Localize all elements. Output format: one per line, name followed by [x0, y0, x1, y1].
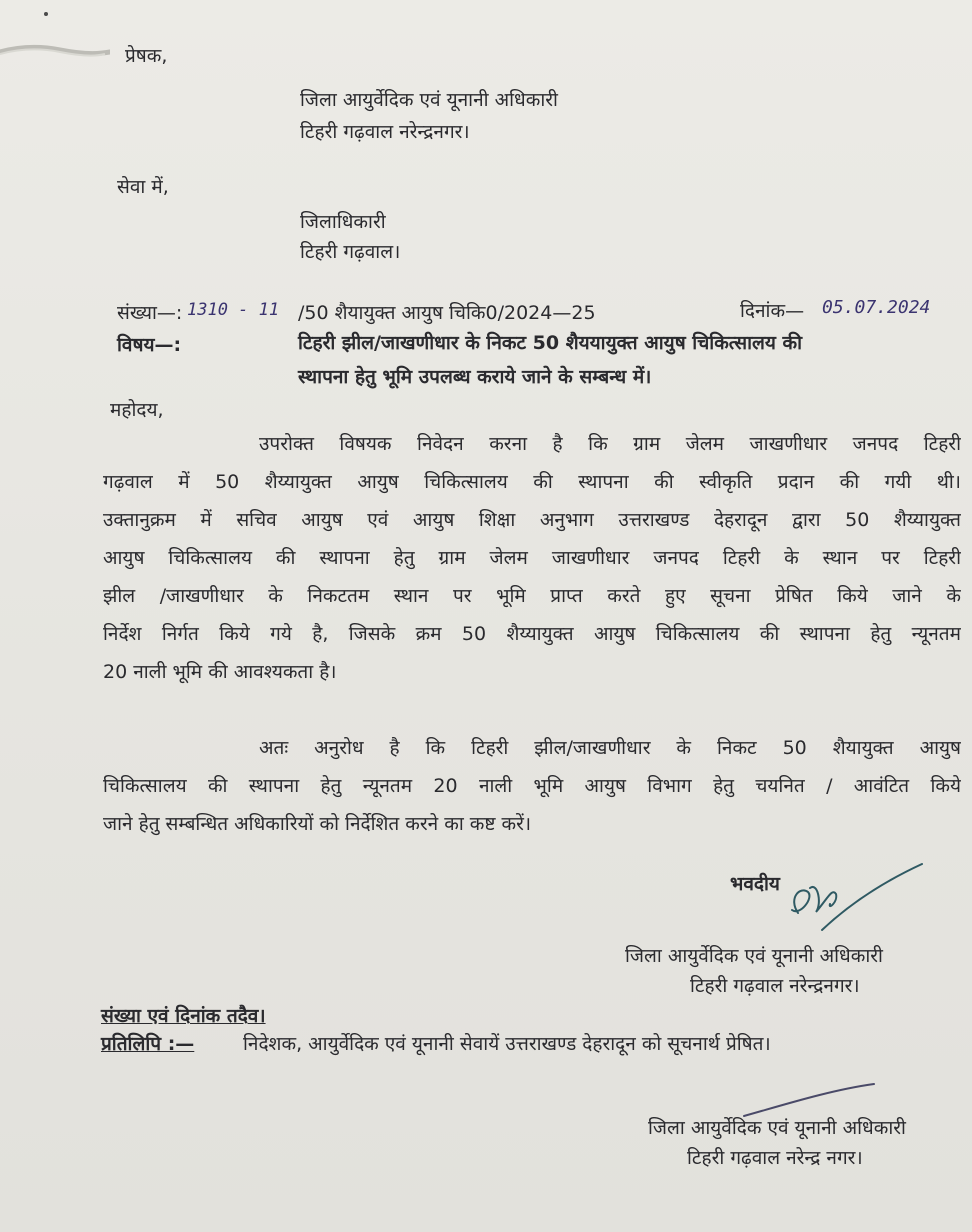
paragraph-2-line: जाने हेतु सम्बन्धित अधिकारियों को निर्देशित करने का कष्ट करें। [103, 813, 532, 835]
paragraph-1-line: 20 नाली भूमि की आवश्यकता है। [103, 661, 337, 683]
signatory-location: टिहरी गढ़वाल नरेन्द्रनगर। [690, 975, 860, 997]
body-paragraph-1 [103, 425, 961, 691]
sender-location: टिहरी गढ़वाल नरेन्द्रनगर। [300, 121, 470, 143]
paragraph-2-line: चिकित्सालय की स्थापना हेतु न्यूनतम 20 नाली भूमि आयुष विभाग हेतु चयनित / आवंटित किये [103, 775, 961, 797]
reference-number-suffix: /50 शैयायुक्त आयुष चिकि0/2024—25 [298, 302, 596, 324]
paragraph-1-line: निर्देश निर्गत किये गये है, जिसके क्रम 50 शैय्यायुक्त आयुष चिकित्सालय की स्थापना हेतु न्यूनतम [103, 623, 961, 645]
sender-designation: जिला आयुर्वेदिक एवं यूनानी अधिकारी [300, 89, 558, 111]
recipient-designation: जिलाधिकारी [300, 211, 386, 233]
paper-thread [0, 40, 110, 62]
copy-text: निदेशक, आयुर्वेदिक एवं यूनानी सेवायें उत्तराखण्ड देहरादून को सूचनार्थ प्रेषित। [243, 1033, 771, 1055]
date-handwritten: 05.07.2024 [822, 297, 931, 318]
paragraph-2-line: अतः अनुरोध है कि टिहरी झील/जाखणीधार के निकट 50 शैयायुक्त आयुष [259, 737, 961, 759]
copy-number-date: संख्या एवं दिनांक तदैव। [101, 1005, 266, 1027]
signatory-designation: जिला आयुर्वेदिक एवं यूनानी अधिकारी [625, 945, 883, 967]
officer-signature [770, 858, 930, 938]
recipient-location: टिहरी गढ़वाल। [300, 241, 401, 263]
subject-label: विषय—: [117, 334, 182, 356]
paragraph-1-line: झील /जाखणीधार के निकटतम स्थान पर भूमि प्राप्त करते हुए सूचना प्रेषित किये जाने के [103, 585, 961, 607]
valediction: भवदीय [730, 873, 780, 895]
reference-number-handwritten: 1310 - 11 [187, 300, 280, 320]
body-paragraph-2 [103, 729, 961, 843]
subject-line-2: स्थापना हेतु भूमि उपलब्ध कराये जाने के सम्बन्ध में। [298, 366, 652, 388]
copy-label: प्रतिलिपि :— [101, 1033, 195, 1055]
salutation: महोदय, [110, 399, 164, 421]
paragraph-1-line: आयुष चिकित्सालय की स्थापना हेतु ग्राम जेलम जाखणीधार जनपद टिहरी के स्थान पर टिहरी [103, 547, 961, 569]
date-label: दिनांक— [740, 300, 805, 322]
paragraph-1-line: उक्तानुक्रम में सचिव आयुष एवं आयुष शिक्षा अनुभाग उत्तराखण्ड देहरादून द्वारा 50 शैय्यायुक्त [103, 509, 961, 531]
footer-signatory-designation: जिला आयुर्वेदिक एवं यूनानी अधिकारी [648, 1117, 906, 1139]
subject-line-1: टिहरी झील/जाखणीधार के निकट 50 शैययायुक्त आयुष चिकित्सालय की [298, 332, 803, 354]
reference-number-label: संख्या—: [117, 302, 183, 324]
footer-signatory-location: टिहरी गढ़वाल नरेन्द्र नगर। [687, 1147, 863, 1169]
punch-mark [44, 12, 48, 16]
paragraph-1-line: उपरोक्त विषयक निवेदन करना है कि ग्राम जेलम जाखणीधार जनपद टिहरी [259, 433, 961, 455]
paragraph-1-line: गढ़वाल में 50 शैय्यायुक्त आयुष चिकित्सालय की स्थापना की स्वीकृति प्रदान की गयी थी। [103, 471, 961, 493]
recipient-label: सेवा में, [117, 176, 169, 198]
sender-label: प्रेषक, [125, 45, 168, 67]
